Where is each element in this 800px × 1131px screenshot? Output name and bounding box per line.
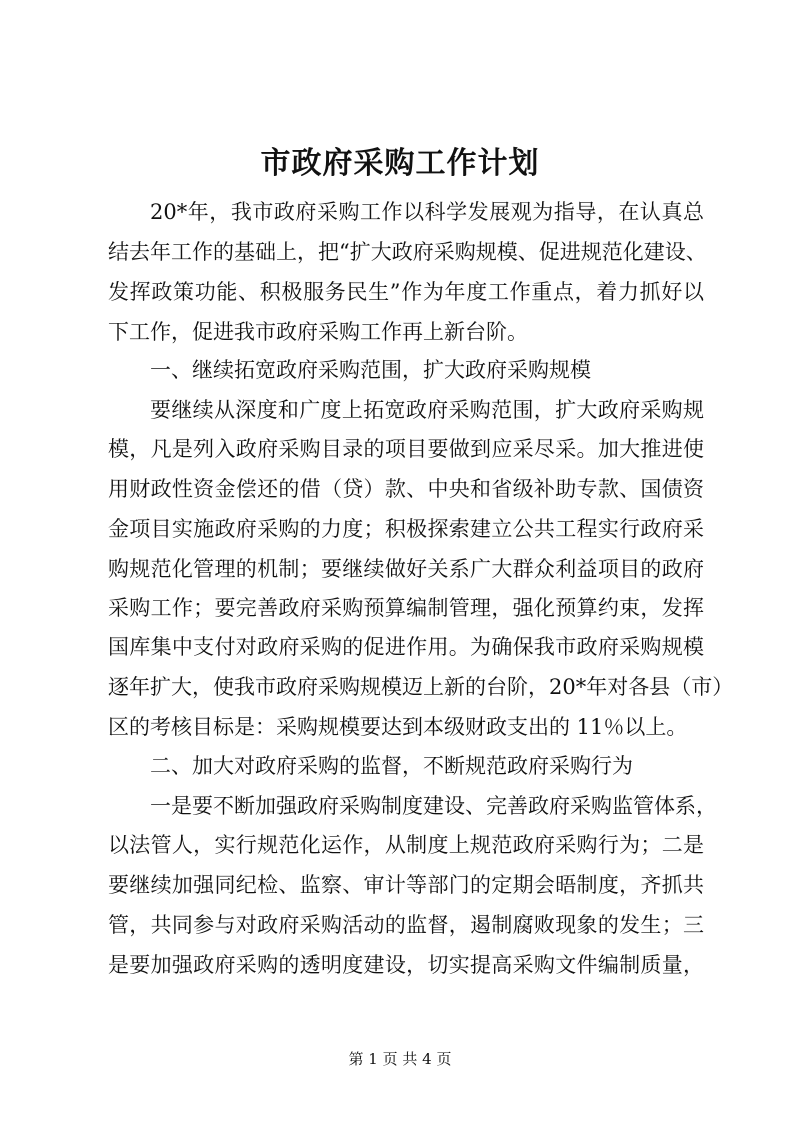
paragraph-line: 国库集中支付对政府采购的促进作用。为确保我市政府采购规模 — [108, 635, 704, 659]
paragraph-line: 结去年工作的基础上，把“扩大政府采购规模、促进规范化建设、 — [108, 240, 707, 264]
paragraph-line: 要继续从深度和广度上拓宽政府采购范围，扩大政府采购规 — [150, 398, 704, 422]
paragraph-line: 模，凡是列入政府采购目录的项目要做到应采尽采。加大推进使 — [108, 437, 704, 461]
paragraph-line: 逐年扩大，使我市政府采购规模迈上新的台阶，20*年对各县（市） — [108, 675, 734, 699]
paragraph-line: 20*年，我市政府采购工作以科学发展观为指导，在认真总 — [150, 200, 704, 224]
paragraph-line: 一是要不断加强政府采购制度建设、完善政府采购监管体系， — [150, 794, 717, 818]
section-heading: 一、继续拓宽政府采购范围，扩大政府采购规模 — [150, 358, 591, 382]
paragraph-line: 金项目实施政府采购的力度；积极探索建立公共工程实行政府采 — [108, 517, 704, 541]
paragraph-line: 购规范化管理的机制；要继续做好关系广大群众利益项目的政府 — [108, 557, 704, 581]
paragraph-line: 区的考核目标是：采购规模要达到本级财政支出的 11％以上。 — [108, 715, 688, 739]
paragraph-line: 下工作，促进我市政府采购工作再上新台阶。 — [108, 320, 528, 344]
paragraph-line: 是要加强政府采购的透明度建设，切实提高采购文件编制质量， — [108, 953, 704, 977]
paragraph-line: 发挥政策功能、积极服务民生”作为年度工作重点，着力抓好以 — [108, 280, 704, 304]
document-title: 市政府采购工作计划 — [260, 146, 540, 181]
paragraph-line: 要继续加强同纪检、监察、审计等部门的定期会晤制度，齐抓共 — [108, 873, 704, 897]
page-number-footer: 第 1 页 共 4 页 — [348, 1050, 452, 1068]
paragraph-line: 采购工作；要完善政府采购预算编制管理，强化预算约束，发挥 — [108, 596, 704, 620]
paragraph-line: 管，共同参与对政府采购活动的监督，遏制腐败现象的发生；三 — [108, 913, 704, 937]
paragraph-line: 用财政性资金偿还的借（贷）款、中央和省级补助专款、国债资 — [108, 477, 704, 501]
section-heading: 二、加大对政府采购的监督，不断规范政府采购行为 — [150, 754, 633, 778]
paragraph-line: 以法管人，实行规范化运作，从制度上规范政府采购行为；二是 — [108, 833, 704, 857]
